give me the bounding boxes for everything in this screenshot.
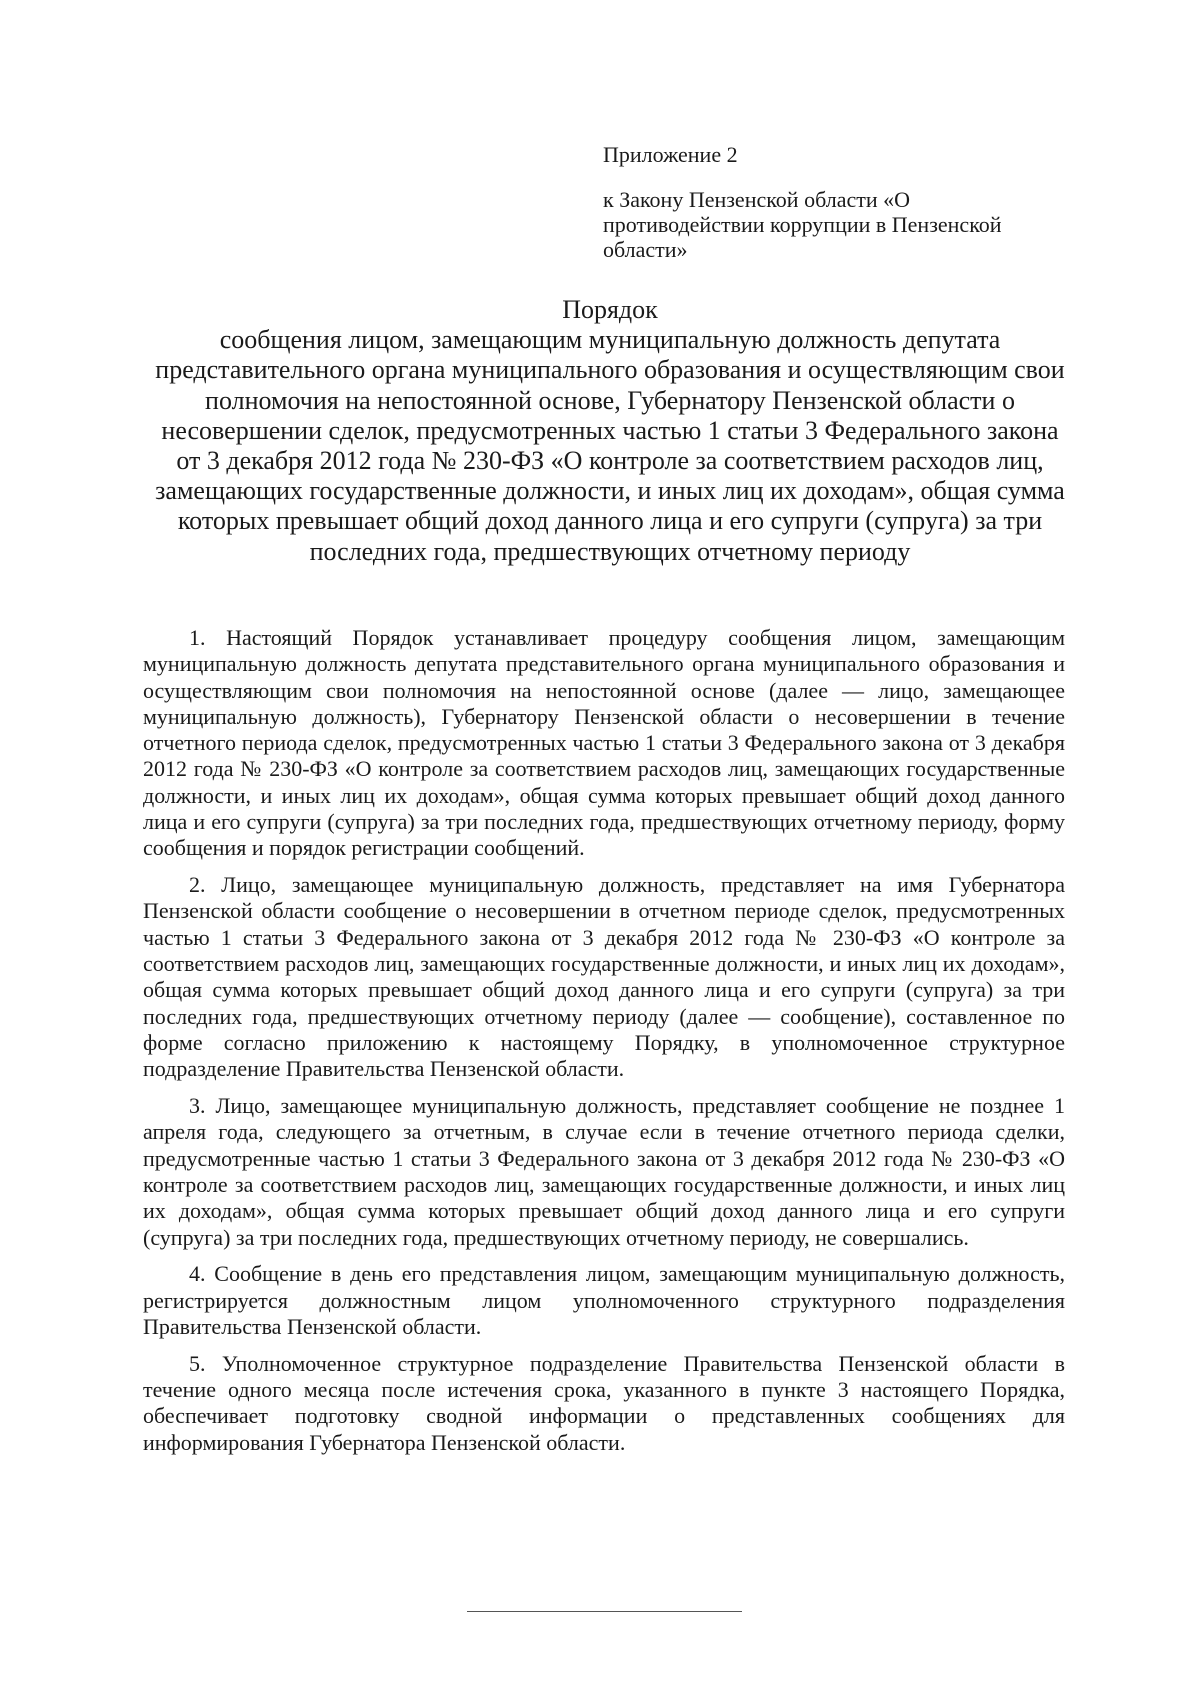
document-body: [143, 625, 1065, 1466]
appendix-reference: к Закону Пензенской области «О противодействии коррупции в Пензенской области»: [603, 187, 1002, 262]
paragraph-2: 2. Лицо, замещающее муниципальную должность, представляет на имя Губернатора Пензенской области сообщение о несовершении в отчетном периоде сделок, предусмотренных частью 1 статьи 3 Федерального закона от 3 декабря 2012 года № 230-ФЗ «О контроле за соответствием расходов лиц, замещающих государственные должности, и иных лиц их доходам», общая сумма которых превышает общий доход данного лица и его супруги (супруга) за три последних года, предшествующих отчетному периоду (далее — сообщение), составленное по форме согласно приложению к настоящему Порядку, в уполномоченное структурное подразделение Правительства Пензенской области.: [143, 872, 1065, 1082]
document-title-block: [150, 295, 1070, 567]
document-title: Порядок: [562, 295, 658, 324]
paragraph-4: 4. Сообщение в день его представления лицом, замещающим муниципальную должность, регистрируется должностным лицом уполномоченного структурного подразделения Правительства Пензенской области.: [143, 1261, 1065, 1339]
paragraph-3: 3. Лицо, замещающее муниципальную должность, представляет сообщение не позднее 1 апреля года, следующего за отчетным, в случае если в течение отчетного периода сделки, предусмотренные частью 1 статьи 3 Федерального закона от 3 декабря 2012 года № 230-ФЗ «О контроле за соответствием расходов лиц, замещающих государственные должности, и иных лиц их доходам», общая сумма которых превышает общий доход данного лица и его супруги (супруга) за три последних года, предшествующих отчетному периоду, не совершались.: [143, 1093, 1065, 1250]
appendix-header: [603, 142, 1023, 262]
end-divider-line: [467, 1611, 742, 1612]
appendix-title: Приложение 2: [603, 142, 738, 167]
paragraph-1: 1. Настоящий Порядок устанавливает процедуру сообщения лицом, замещающим муниципальную должность депутата представительного органа муниципального образования и осуществляющим свои полномочия на непостоянной основе (далее — лицо, замещающее муниципальную должность), Губернатору Пензенской области о несовершении в течение отчетного периода сделок, предусмотренных частью 1 статьи 3 Федерального закона от 3 декабря 2012 года № 230-ФЗ «О контроле за соответствием расходов лиц, замещающих государственные должности, и иных лиц их доходам», общая сумма которых превышает общий доход данного лица и его супруги (супруга) за три последних года, предшествующих отчетному периоду, форму сообщения и порядок регистрации сообщений.: [143, 625, 1065, 861]
paragraph-5: 5. Уполномоченное структурное подразделение Правительства Пензенской области в течение одного месяца после истечения срока, указанного в пункте 3 настоящего Порядка, обеспечивает подготовку сводной информации о представленных сообщениях для информирования Губернатора Пензенской области.: [143, 1350, 1065, 1455]
document-subtitle: сообщения лицом, замещающим муниципальную должность депутата представительного органа муниципального образования и осуществляющим свои полномочия на непостоянной основе, Губернатору Пензенской области о несовершении сделок, предусмотренных частью 1 статьи 3 Федерального закона от 3 декабря 2012 года № 230-ФЗ «О контроле за соответствием расходов лиц, замещающих государственные должности, и иных лиц их доходам», общая сумма которых превышает общий доход данного лица и его супруги (супруга) за три последних года, предшествующих отчетному периоду: [155, 325, 1065, 566]
